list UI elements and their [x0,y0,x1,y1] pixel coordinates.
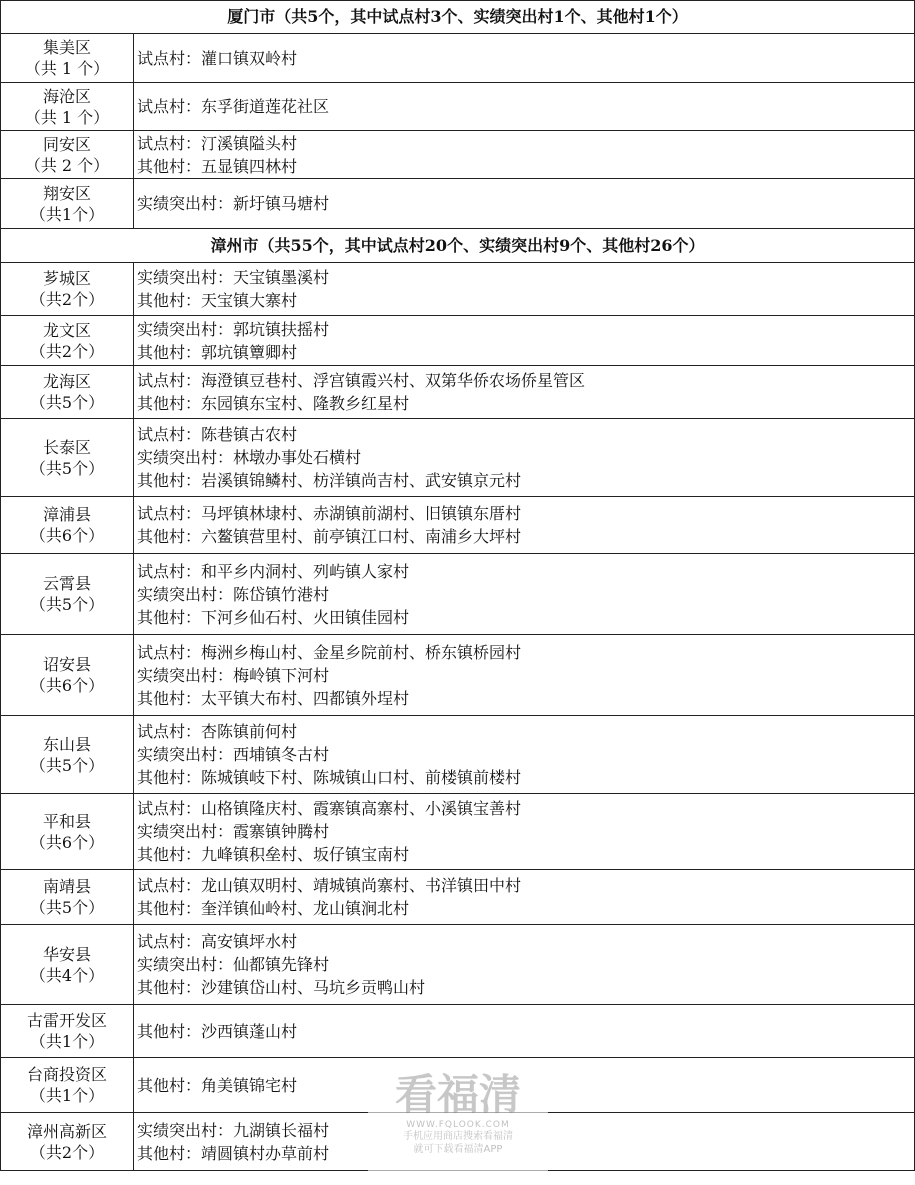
district-cell [1,870,134,925]
villages-cell [134,179,915,229]
watermark-text-line-2: 就可下载看福清APP [413,1144,503,1155]
district-count: （共 1 个） [24,107,110,127]
village-line: 其他村：奎洋镇仙岭村、龙山镇涧北村 [137,899,410,918]
village-line: 其他村：陈城镇岐下村、陈城镇山口村、前楼镇前楼村 [137,768,522,787]
district-count: （共 2 个） [24,155,110,175]
villages-cell [134,635,915,716]
table-row [1,635,915,716]
village-line: 其他村：岩溪镇锦鳞村、枋洋镇尚吉村、武安镇京元村 [137,471,522,490]
district-cell [1,1058,134,1113]
villages-cell [134,554,915,635]
watermark-text-line-1: 手机应用商店搜索看福清 [403,1131,513,1142]
watermark [368,1062,548,1180]
villages-cell [134,925,915,1005]
watermark-url: WWW.FQLOOK.COM [406,1120,510,1130]
district-name: 芗城区 [42,269,91,288]
district-cell [1,263,134,316]
village-line: 试点村：梅洲乡梅山村、金星乡院前村、桥东镇桥园村 [137,642,522,662]
district-name: 海沧区 [42,86,91,106]
district-count: （共2个） [29,1142,105,1162]
district-name: 龙海区 [42,372,91,391]
district-count: （共1个） [29,1086,105,1105]
village-line: 试点村：陈巷镇古农村 [137,425,298,444]
villages-cell [134,497,915,554]
table-row [1,716,915,794]
district-name: 云霄县 [42,574,91,593]
district-cell [1,366,134,419]
village-line: 实绩突出村：郭坑镇扶摇村 [137,319,330,339]
section-header-row [1,1,915,34]
table-row [1,316,915,366]
district-name: 平和县 [42,811,91,831]
table-row [1,794,915,870]
villages-cell [134,1005,915,1058]
district-cell [1,925,134,1005]
district-count: （共2个） [29,290,105,309]
village-line: 试点村：龙山镇双明村、靖城镇尚寨村、书洋镇田中村 [137,876,522,895]
district-name: 集美区 [42,38,91,57]
village-line: 试点村：杏陈镇前何村 [137,722,298,741]
district-cell [1,83,134,131]
villages-cell [134,794,915,870]
village-line: 其他村：郭坑镇簟卿村 [137,342,298,362]
village-line: 试点村：灌口镇双岭村 [137,48,298,68]
village-line: 试点村：马坪镇林埭村、赤湖镇前湖村、旧镇镇东厝村 [137,504,522,523]
district-cell [1,716,134,794]
village-line: 试点村：和平乡内洞村、列屿镇人家村 [137,561,410,581]
district-count: （共5个） [29,755,105,775]
district-name: 漳浦县 [42,505,91,524]
district-cell [1,497,134,554]
village-line: 实绩突出村：仙都镇先锋村 [137,955,330,974]
district-count: （共6个） [29,526,105,545]
table-row [1,554,915,635]
village-line: 实绩突出村：天宝镇墨溪村 [137,268,330,287]
village-line: 实绩突出村：西埔镇冬古村 [137,745,330,764]
district-cell [1,419,134,497]
villages-cell [134,419,915,497]
section-header: 厦门市（共5个，其中试点村3个、实绩突出村1个、其他村1个） [1,1,915,34]
district-name: 长泰区 [42,437,91,457]
district-count: （共1个） [29,1032,105,1051]
table-row [1,870,915,925]
district-cell [1,316,134,366]
table-body [1,1,915,1171]
district-cell [1,1005,134,1058]
district-name: 漳州高新区 [26,1121,107,1141]
district-cell [1,794,134,870]
table-row [1,925,915,1005]
district-name: 翔安区 [42,183,91,203]
table-row [1,179,915,229]
district-name: 同安区 [42,134,91,154]
village-line: 其他村：六鳌镇营里村、前亭镇江口村、南浦乡大坪村 [137,527,522,546]
district-cell [1,34,134,83]
villages-cell [134,34,915,83]
district-cell [1,635,134,716]
table-row [1,419,915,497]
district-cell [1,131,134,179]
watermark-logo: 看福清 [394,1070,521,1119]
villages-cell [134,366,915,419]
district-count: （共5个） [29,393,105,412]
table-row [1,131,915,179]
village-line: 实绩突出村：陈岱镇竹港村 [137,584,330,604]
district-name: 东山县 [42,734,91,754]
district-count: （共1个） [29,204,105,224]
village-line: 其他村：五显镇四林村 [137,156,298,176]
district-count: （共5个） [29,898,105,917]
district-cell [1,1113,134,1171]
district-name: 诏安县 [42,655,91,674]
villages-cell [134,131,915,179]
table-row [1,366,915,419]
villages-cell [134,870,915,925]
village-line: 其他村：沙西镇蓬山村 [137,1021,298,1041]
table-row [1,34,915,83]
villages-cell [134,716,915,794]
village-line: 其他村：天宝镇大寨村 [137,291,298,310]
district-count: （共2个） [29,341,105,361]
village-line: 试点村：海澄镇豆巷村、浮宫镇霞兴村、双第华侨农场侨星管区 [137,371,586,390]
village-line: 其他村：九峰镇积垒村、坂仔镇宝南村 [137,845,410,864]
table-row [1,83,915,131]
village-line: 其他村：下河乡仙石村、火田镇佳园村 [137,607,410,627]
district-count: （共6个） [29,832,105,852]
district-cell [1,179,134,229]
district-name: 古雷开发区 [26,1011,107,1030]
district-name: 龙文区 [42,320,91,340]
district-name: 南靖县 [42,877,91,896]
villages-cell [134,263,915,316]
district-name: 台商投资区 [26,1065,107,1084]
district-count: （共5个） [29,595,105,614]
village-line: 其他村：角美镇锦宅村 [137,1075,298,1095]
village-line: 试点村：东孚街道莲花社区 [137,97,330,116]
village-line: 其他村：太平镇大布村、四都镇外埕村 [137,688,410,708]
village-line: 其他村：沙建镇岱山村、马坑乡贡鸭山村 [137,978,426,997]
village-line: 试点村：高安镇坪水村 [137,932,298,951]
village-line: 试点村：山格镇隆庆村、霞寨镇高寨村、小溪镇宝善村 [137,799,522,818]
section-header: 漳州市（共55个，其中试点村20个、实绩突出村9个、其他村26个） [1,229,915,263]
village-line: 实绩突出村：梅岭镇下河村 [137,665,330,685]
district-count: （共5个） [29,458,105,478]
villages-cell [134,316,915,366]
village-line: 试点村：汀溪镇隘头村 [137,133,298,153]
village-line: 实绩突出村：九湖镇长福村 [137,1120,330,1140]
village-line: 实绩突出村：霞寨镇钟腾村 [137,822,330,841]
district-name: 华安县 [42,944,91,964]
table-row [1,497,915,554]
village-line: 其他村：靖圆镇村办草前村 [137,1143,330,1163]
district-count: （共 1 个） [24,59,110,78]
table-row [1,263,915,316]
district-cell [1,554,134,635]
district-count: （共6个） [29,676,105,695]
village-line: 其他村：东园镇东宝村、隆教乡红星村 [137,394,410,413]
table-row [1,1005,915,1058]
villages-cell [134,83,915,131]
section-header-row [1,229,915,263]
village-line: 实绩突出村：新圩镇马塘村 [137,194,330,213]
village-line: 实绩突出村：林墩办事处石横村 [137,448,362,467]
district-count: （共4个） [29,965,105,985]
